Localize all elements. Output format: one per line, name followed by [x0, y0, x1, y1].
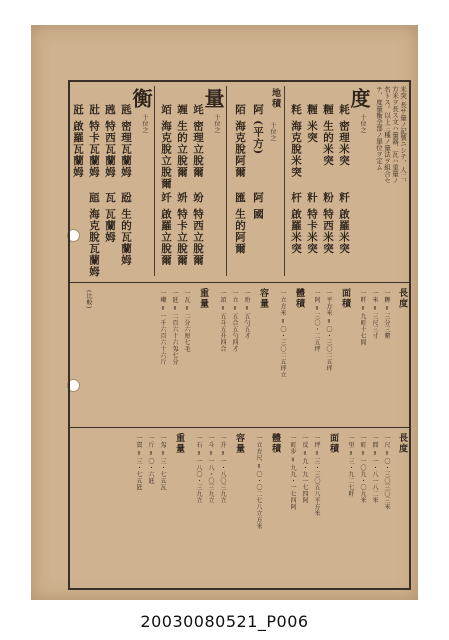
di-heading: 地積 — [270, 88, 280, 109]
bot-row-5: 一反 = 九・九一七四阿 — [301, 435, 308, 504]
bot-row-3: 一里 = 三・九二七粁 — [347, 435, 354, 498]
heng-line-1: 瓰 生的瓦蘭姆 — [120, 192, 132, 266]
mid-group-length: 長度 — [397, 288, 407, 309]
du-line-0: 耗 密理米突 — [338, 104, 350, 167]
di-sub: 十位之 — [269, 122, 276, 142]
comparison-section — [70, 284, 409, 428]
bot-row-10: 一石 = 一八〇・三九立 — [195, 435, 202, 504]
du-line-4: 糎 米突 — [306, 104, 318, 144]
divider-liang — [154, 86, 155, 276]
mid-group-capacity: 容量 — [258, 288, 268, 309]
mid-row-11: 一噸 = 一千六百六十六斤 — [159, 290, 166, 366]
mid-group-area: 面積 — [340, 288, 350, 309]
heng-sub: 十位之 — [141, 114, 148, 134]
conversion-section — [70, 429, 409, 588]
mid-heading: (比較) — [85, 290, 92, 309]
bot-row-11: 一匁 = 三・七五瓦 — [159, 435, 166, 491]
liang-line-0: 竓 密理立脫爾 — [192, 104, 204, 178]
mid-row-7: 一立 = 五合五勺四才 — [231, 290, 238, 353]
bot-row-4: 一坪 = 三・三〇五八平方米 — [313, 435, 320, 517]
du-line-5: 籵 特卡米突 — [306, 192, 318, 255]
liang-line-4: 竡 海克脫立脫爾 — [160, 104, 172, 190]
bot-group-length: 長度 — [397, 433, 407, 454]
heng-line-6: 瓩 啟羅瓦蘭姆 — [72, 104, 84, 178]
du-heading: 度 — [347, 88, 371, 110]
heng-line-4: 瓧 特卡瓦蘭姆 — [88, 104, 100, 178]
metric-note: 米突 長サ量ノ記號ニシテ、人二、方米ヲ長ス文ハ量器、瓦ハ重量ノ名トス。以上三種ノ量法ヲ組合セテ、度量衡全部ノ單位ヲ定ム — [375, 86, 407, 186]
liang-heading: 量 — [201, 88, 225, 110]
bot-row-0: 一尺 = 〇・三〇三〇三米 — [383, 435, 390, 511]
mid-row-5: 一立方米 = 〇・三〇二五坪立 — [279, 290, 286, 379]
heng-line-2: 瓲 特西瓦蘭姆 — [104, 104, 116, 178]
mid-row-9: 一瓦 = 二分六厘七毛 — [183, 290, 190, 353]
bot-row-6: 一町步 = 九九・一七四阿 — [289, 435, 296, 511]
bot-row-8: 一升 = 一・八〇三九立 — [219, 435, 226, 504]
bot-group-area: 面積 — [328, 433, 338, 454]
liang-line-2: 竰 生的立脫爾 — [176, 104, 188, 178]
liang-sub: 十位之 — [213, 114, 220, 134]
mid-row-3: 一平方米 = 〇・三〇二五坪 — [325, 290, 332, 372]
bot-row-7: 一立方尺 = 〇・〇二七八立方米 — [255, 435, 262, 530]
heng-heading: 衡 — [129, 88, 153, 110]
bot-row-2: 一町 = 一〇九・〇九米 — [359, 435, 366, 504]
definitions-section — [70, 82, 409, 283]
du-line-3: 粉 特西米突 — [322, 192, 334, 255]
bot-group-weight: 重量 — [174, 433, 184, 454]
du-line-7: 杆 啟羅米突 — [290, 192, 302, 255]
divider-di — [226, 86, 227, 276]
liang-line-3: 竔 特卡立脫爾 — [176, 192, 188, 266]
mid-row-2: 一粁 = 九町十七間 — [359, 290, 366, 346]
di-line-1: 阿 國 — [252, 192, 264, 220]
mid-row-6: 一竕 = 五勺五才 — [243, 290, 250, 340]
mid-row-10: 一瓩 = 二百六十六匁七分 — [171, 290, 178, 366]
bot-row-1: 一間 = 一・八一八二米 — [371, 435, 378, 504]
mid-group-volume: 體積 — [294, 288, 304, 309]
di-line-3: 匯 生的阿爾 — [234, 192, 246, 255]
bot-group-capacity: 容量 — [234, 433, 244, 454]
du-line-1: 粁 啟羅米突 — [338, 192, 350, 255]
du-line-6: 粍 海克脫米突 — [290, 104, 302, 178]
bot-row-13: 一貫 = 三・七五瓩 — [135, 435, 142, 491]
di-line-2: 陌 海克脫阿爾 — [234, 104, 246, 178]
heng-line-5: 瓸 海克脫瓦蘭姆 — [88, 192, 100, 278]
mid-row-0: 一糎 = 三分三釐 — [383, 290, 390, 340]
paper-sheet — [31, 25, 418, 600]
du-line-2: 糎 生的米突 — [322, 104, 334, 167]
mid-row-4: 一阿 = 三〇・二五坪 — [313, 290, 320, 353]
du-sub: 十位之 — [359, 114, 366, 134]
bot-group-volume: 體積 — [270, 433, 280, 454]
mid-row-1: 一米 = 三尺三寸 — [371, 290, 378, 340]
divider-du — [284, 86, 285, 276]
di-line-0: 阿 (平方) — [252, 104, 264, 156]
liang-line-1: 竕 特西立脫爾 — [192, 192, 204, 266]
liang-line-5: 竏 啟羅立脫爾 — [160, 192, 172, 266]
bot-row-12: 一斤 = 〇・六瓩 — [147, 435, 154, 485]
image-caption: 20030080521_P006 — [140, 612, 309, 631]
bot-row-9: 一斗 = 一八・〇三九立 — [207, 435, 214, 504]
heng-line-3: 瓦 瓦蘭姆 — [104, 192, 116, 243]
mid-group-weight: 重量 — [198, 288, 208, 309]
heng-line-0: 瓱 密理瓦蘭姆 — [120, 104, 132, 178]
mid-row-8: 一竡 = 五斗五升四合 — [219, 290, 226, 353]
page-frame — [68, 80, 411, 590]
